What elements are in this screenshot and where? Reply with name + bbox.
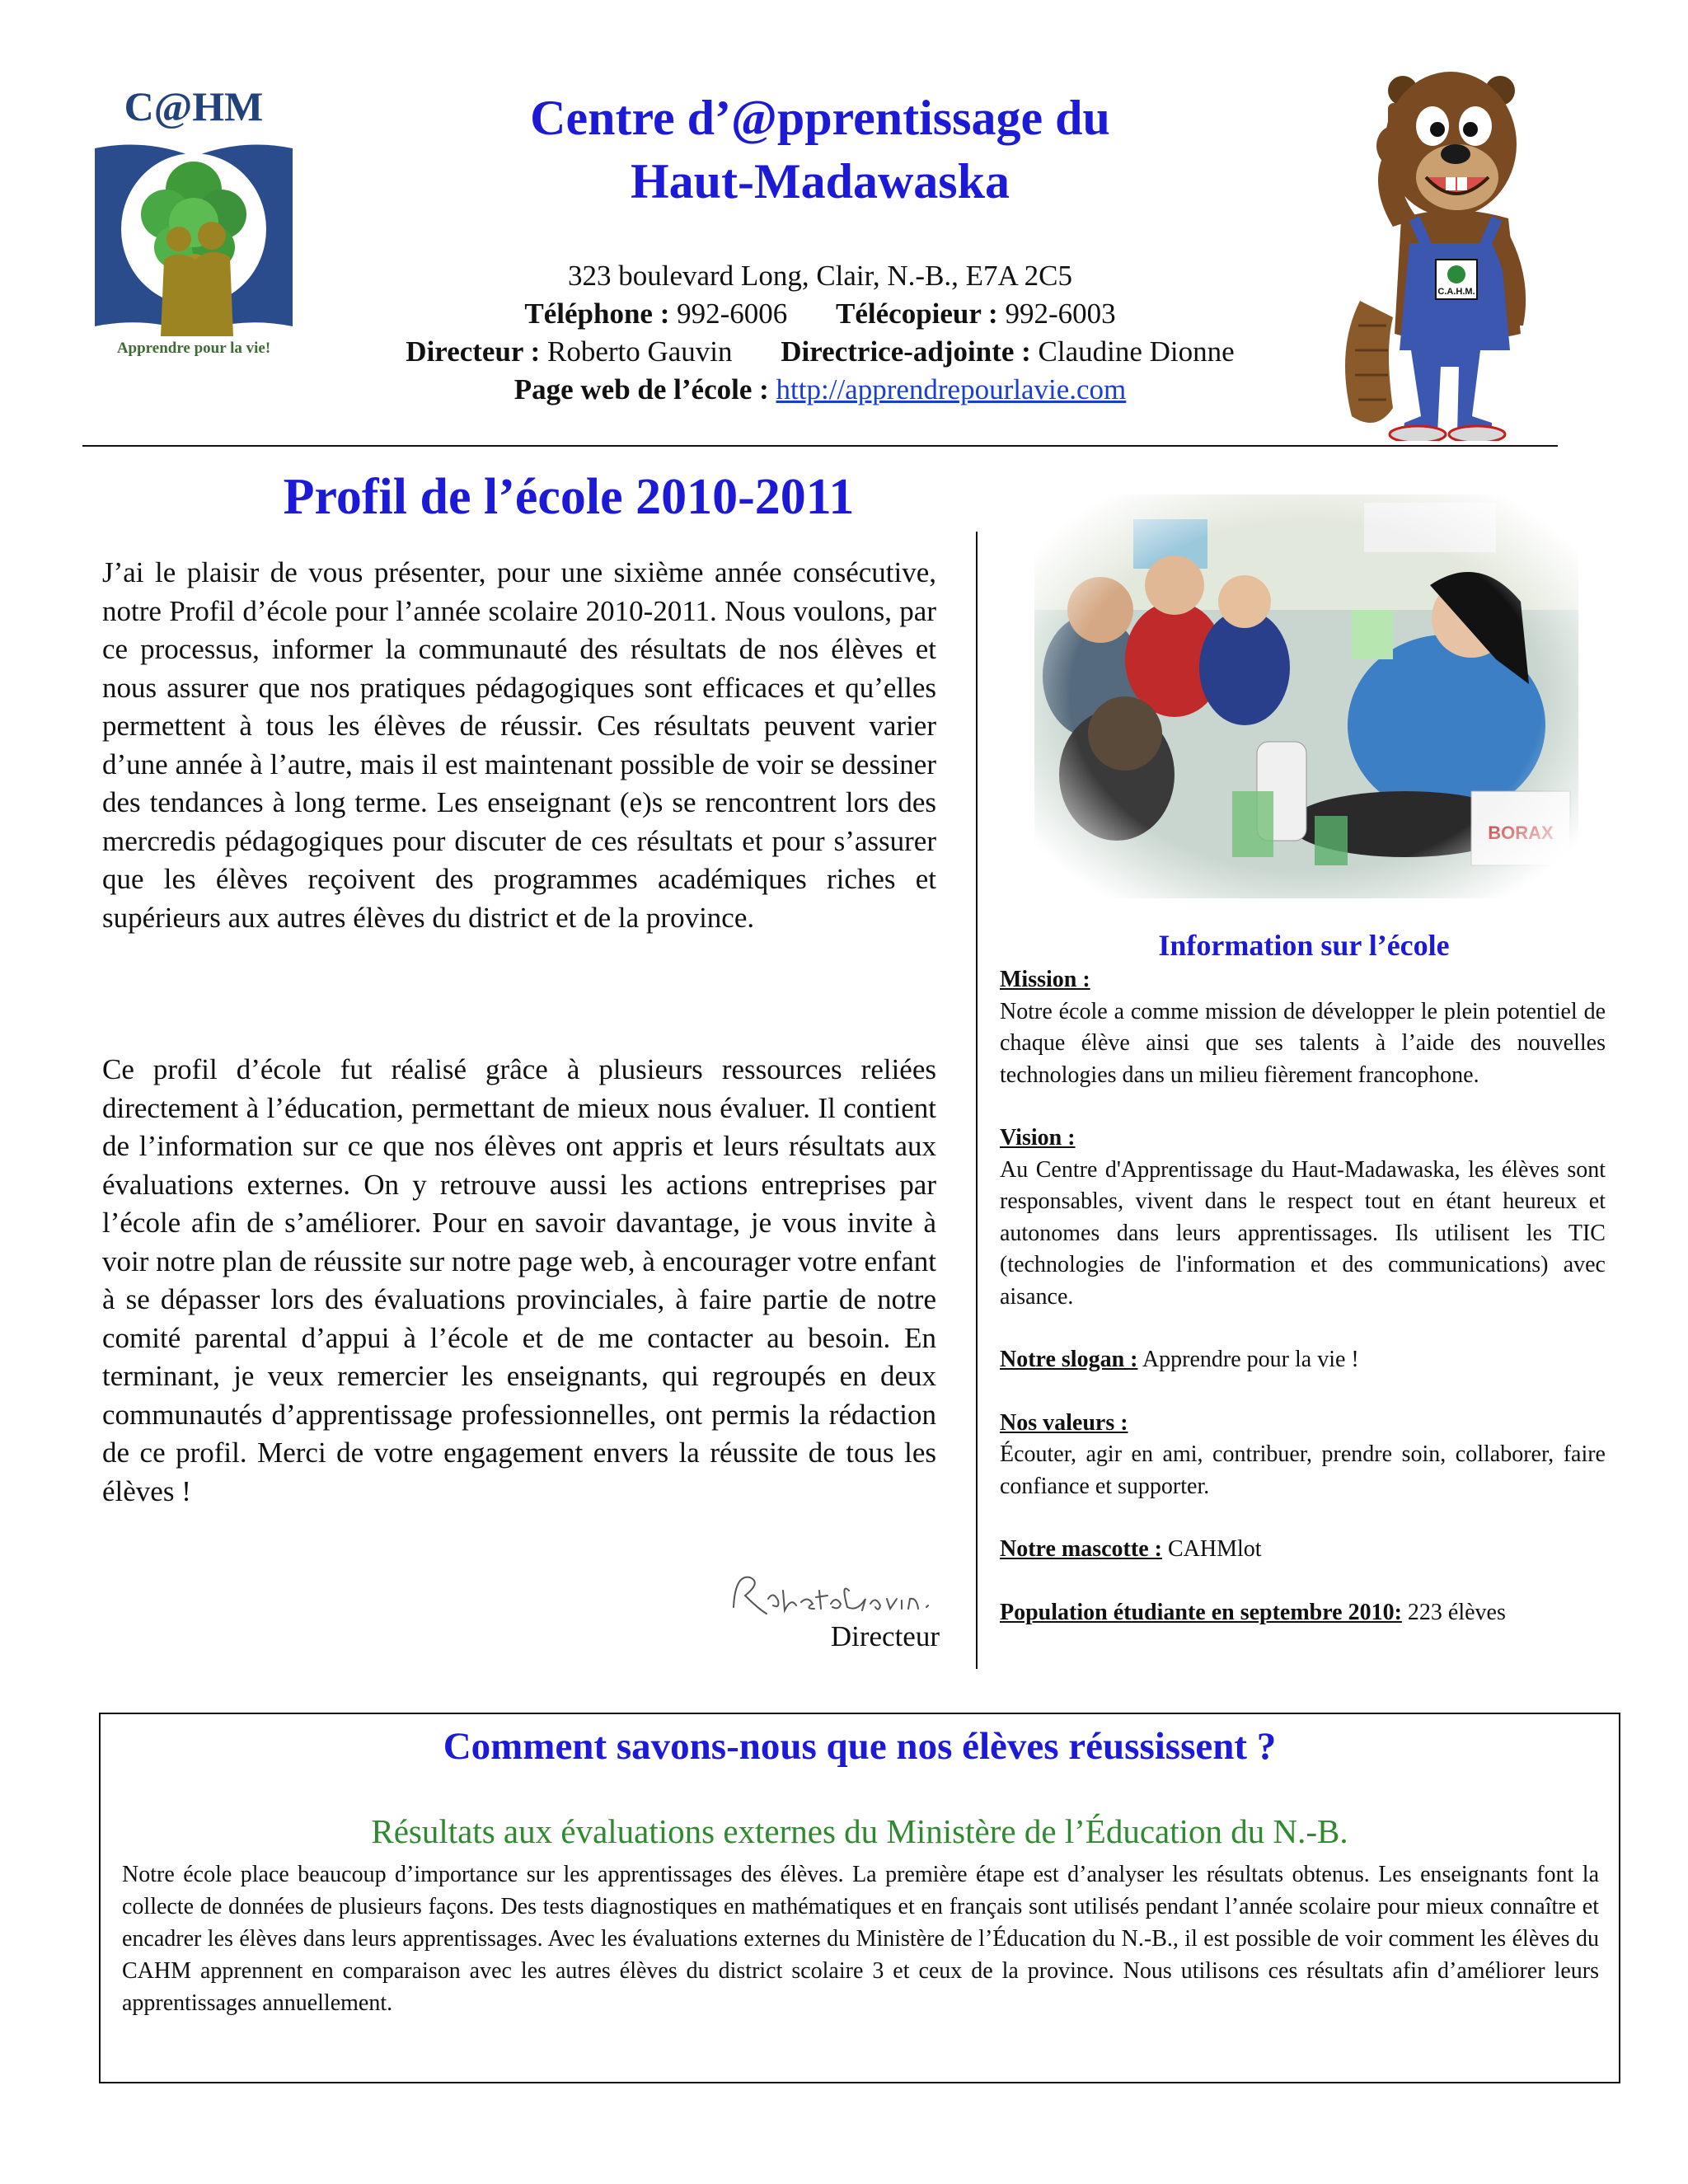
website-link[interactable]: http://apprendrepourlavie.com bbox=[776, 373, 1127, 405]
tree-book-logo-icon bbox=[93, 140, 294, 338]
column-divider bbox=[976, 532, 978, 1669]
mission-text: Notre école a comme mission de développer le plein potentiel de chaque élève ainsi que ses talents à l’aide des nouvelles technologies dans un milieu fièrement francophone. bbox=[1000, 998, 1606, 1088]
success-section bbox=[99, 1713, 1620, 2083]
mascot-badge-text: C.A.H.M. bbox=[1437, 287, 1475, 297]
phone-fax-line bbox=[313, 295, 1327, 333]
web-line bbox=[313, 371, 1327, 409]
page-title: Profil de l’école 2010-2011 bbox=[283, 469, 855, 525]
success-title: Comment savons-nous que nos élèves réussissent ? bbox=[443, 1725, 1277, 1768]
signature-role: Directeur bbox=[830, 1620, 940, 1652]
beaver-mascot-icon bbox=[1335, 54, 1550, 441]
results-title: Résultats aux évaluations externes du Ministère de l’Éducation du N.-B. bbox=[371, 1812, 1348, 1850]
population-label: Population étudiante en septembre 2010: bbox=[1000, 1599, 1402, 1625]
director-value: Roberto Gauvin bbox=[546, 335, 733, 368]
school-name bbox=[313, 87, 1327, 213]
phone-value: 992-6006 bbox=[677, 298, 788, 330]
header-divider bbox=[82, 445, 1558, 447]
intro-paragraph-1: J’ai le plaisir de vous présenter, pour une sixième année consécutive, notre Profil d’école pour l’année scolaire 2010-2011. Nous voulons, par ce processus, informer la communauté des résultats de nos élèves et nous assurer que nos pratiques pédagogiques sont efficaces et qu’elles permettent à tous les élèves de réussir. Ces résultats peuvent varier d’une année à l’autre, mais il est maintenant possible de voir se dessiner des tendances à long terme. Les enseignant (e)s se rencontrent lors des mercredis pédagogiques pour discuter de ces résultats et pour s’assurer que les élèves reçoivent des programmes académiques riches et supérieurs aux autres élèves du district et de la province. bbox=[102, 556, 936, 934]
info-title: Information sur l’école bbox=[1158, 929, 1450, 962]
phone-label: Téléphone : bbox=[524, 298, 670, 330]
director-label: Directeur : bbox=[406, 335, 541, 368]
logo-title: C@HM bbox=[124, 83, 264, 129]
web-label: Page web de l’école : bbox=[513, 373, 769, 405]
values-label: Nos valeurs : bbox=[1000, 1409, 1128, 1436]
school-name-line2: Haut-Madawaska bbox=[630, 154, 1010, 209]
assistant-director-label: Directrice-adjointe : bbox=[781, 335, 1031, 368]
mascot-label: Notre mascotte : bbox=[1000, 1536, 1162, 1562]
intro-paragraph-2: Ce profil d’école fut réalisé grâce à plusieurs ressources reliées directement à l’éducation, permettant de mieux nous évaluer. Il contient de l’information sur ce que nos élèves ont appris et leurs résultats aux évaluations externes. On y retrouve aussi les actions entreprises par l’école afin de s’améliorer. Pour en savoir davantage, je vous invite à voir notre plan de réussite sur notre page web, à encourager votre enfant à se dépasser lors des évaluations provinciales, à faire partie de notre comité parental d’appui à l’école et de me contacter au besoin. En terminant, je veux remercier les enseignants, qui regroupés en deux communautés d’apprentissage professionnelles, ont permis la rédaction de ce profil. Merci de votre engagement envers la réussite de tous les élèves ! bbox=[102, 1053, 936, 1507]
assistant-director-value: Claudine Dionne bbox=[1038, 335, 1235, 368]
logo-slogan: Apprendre pour la vie! bbox=[116, 340, 271, 357]
results-text: Notre école place beaucoup d’importance sur les apprentissages des élèves. La première étape est d’analyser les résultats obtenus. Les enseignants font la collecte de données de plusieurs façons. Des tests diagnostiques en mathématiques et en français sont utilisés pendant l’année scolaire pour mieux connaître et encadrer les élèves dans leurs apprentissages. Avec les évaluations externes du Ministère de l’Éducation du N.-B., il est possible de voir comment les élèves du CAHM apprennent en comparaison avec les autres élèves du district scolaire 3 et ceux de la province. Nous utilisons ces résultats afin d’améliorer leurs apprentissages annuellement. bbox=[122, 1862, 1599, 2016]
school-name-line1: Centre d’@pprentissage du bbox=[530, 91, 1110, 145]
address: 323 boulevard Long, Clair, N.-B., E7A 2C5 bbox=[567, 260, 1072, 292]
handwritten-signature bbox=[725, 1566, 948, 1624]
mission-label: Mission : bbox=[1000, 967, 1090, 992]
slogan-label: Notre slogan : bbox=[1000, 1347, 1138, 1372]
slogan-text: Apprendre pour la vie ! bbox=[1142, 1347, 1359, 1372]
classroom-photo bbox=[1034, 494, 1578, 898]
school-logo bbox=[87, 82, 301, 367]
contact-info bbox=[313, 257, 1327, 409]
vision-label: Vision : bbox=[1000, 1125, 1076, 1151]
fax-value: 992-6003 bbox=[1005, 298, 1116, 330]
vision-text: Au Centre d'Apprentissage du Haut-Madawaska, les élèves sont responsables, vivent dans le respect tout en étant heureux et autonomes dans leurs apprentissages. Ils utilisent les TIC (technologies de l'information et des communications) avec aisance. bbox=[1000, 1156, 1606, 1310]
mascot-text: CAHMlot bbox=[1167, 1536, 1262, 1562]
fax-label: Télécopieur : bbox=[836, 298, 998, 330]
population-text: 223 élèves bbox=[1407, 1599, 1506, 1625]
director-line bbox=[313, 333, 1327, 371]
school-info bbox=[1000, 964, 1606, 1629]
values-text: Écouter, agir en ami, contribuer, prendre soin, collaborer, faire confiance et supporter. bbox=[1000, 1441, 1606, 1499]
